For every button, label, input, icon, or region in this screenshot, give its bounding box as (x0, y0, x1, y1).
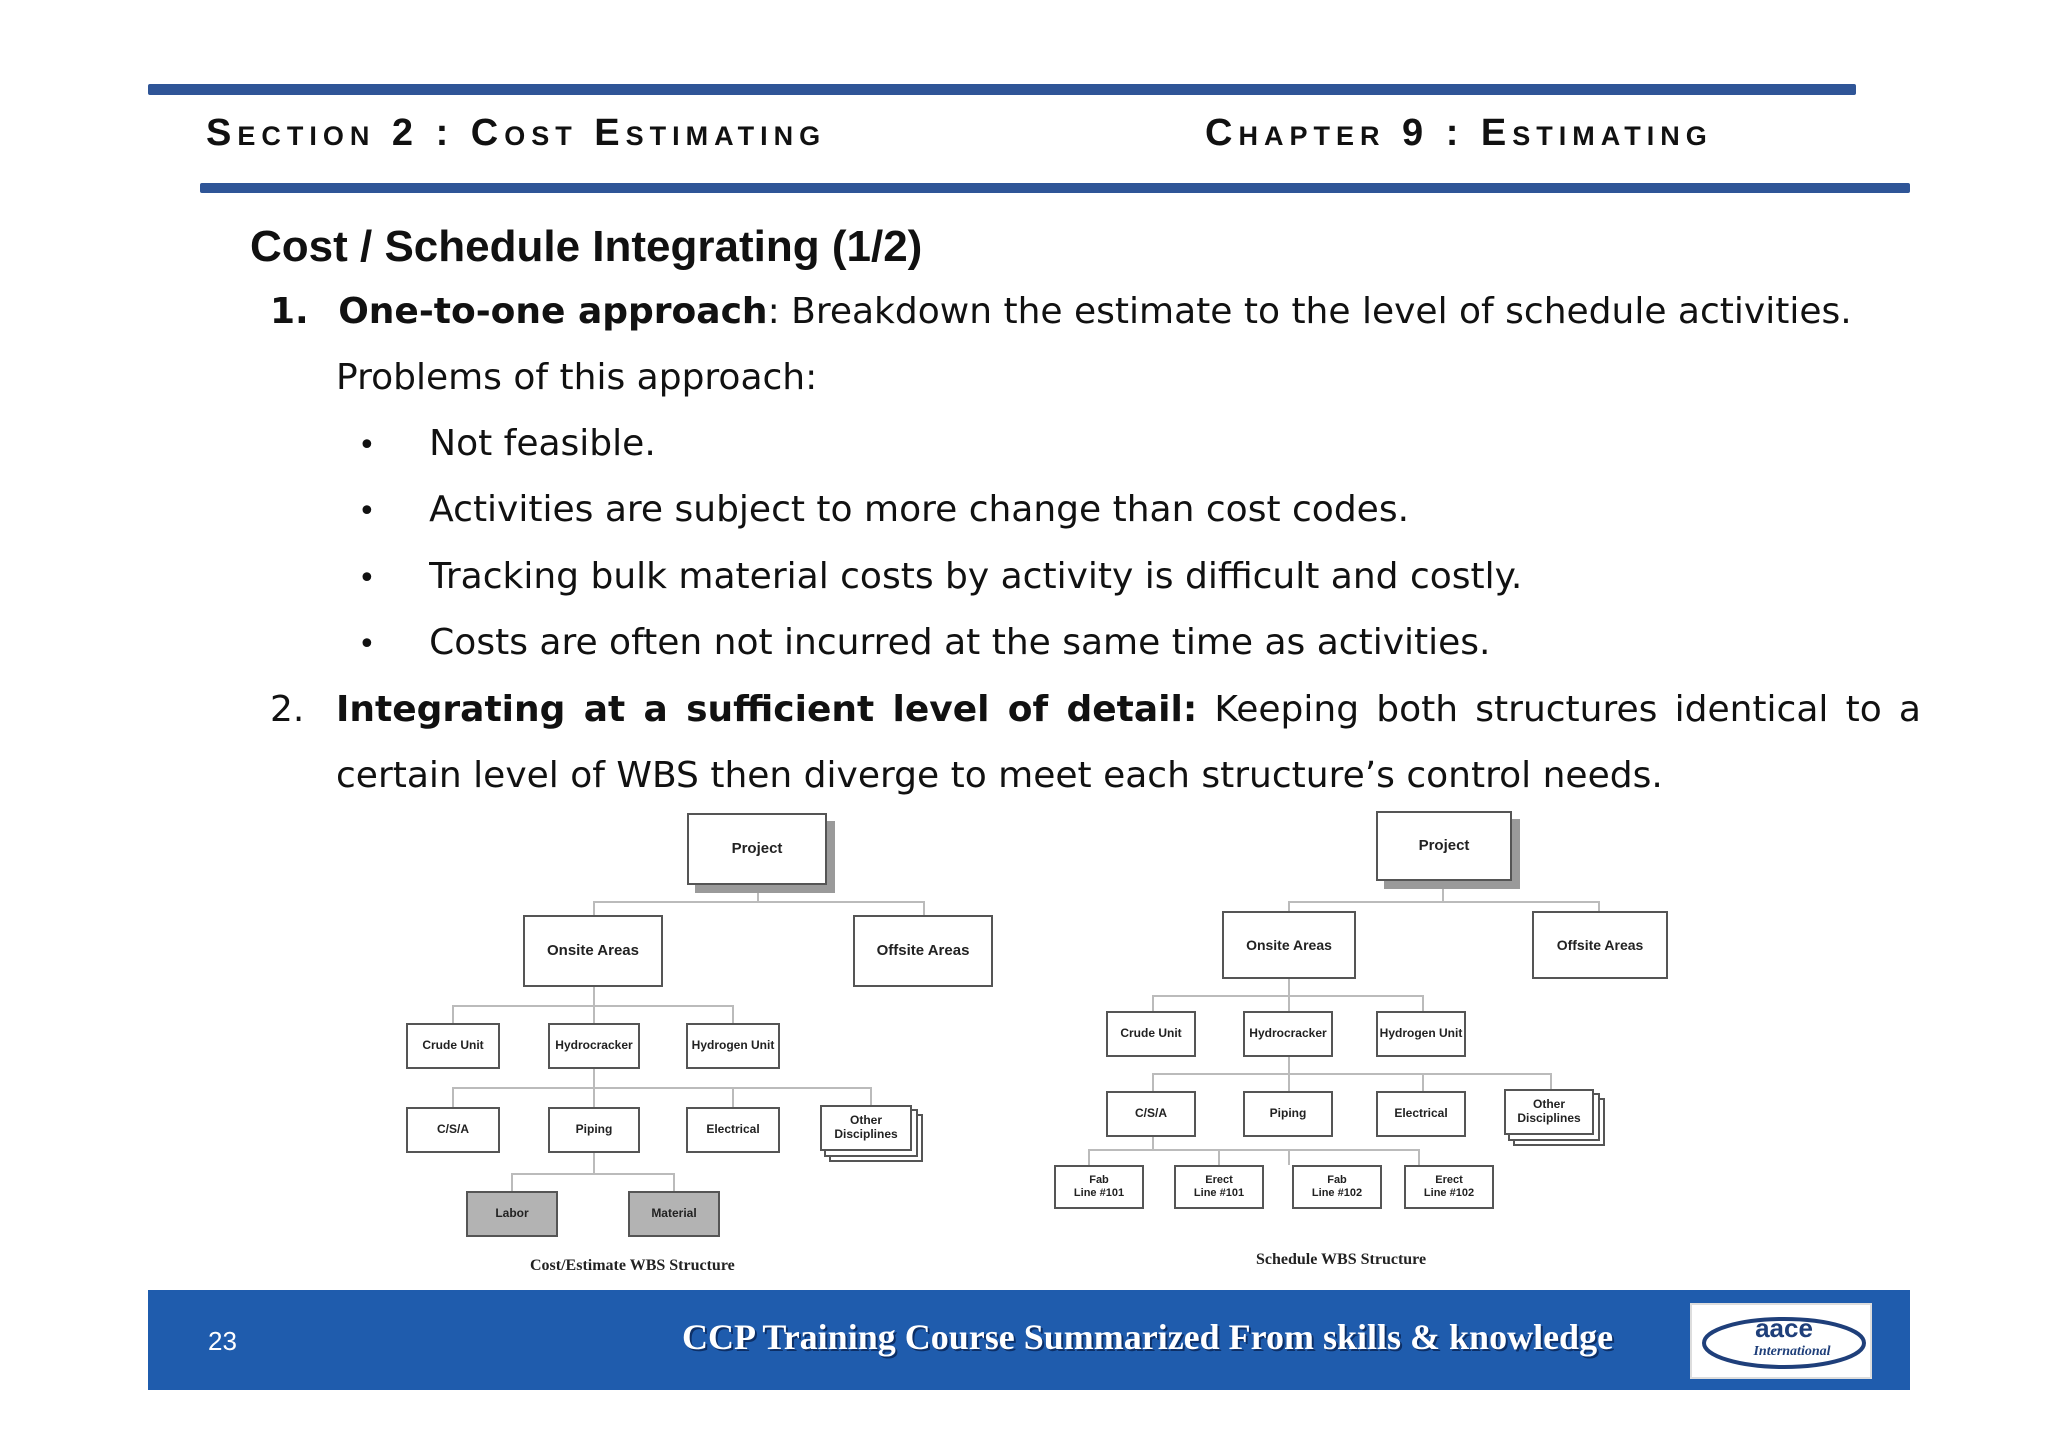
connector (732, 1087, 734, 1107)
cost-onsite-node: Onsite Areas (523, 915, 663, 987)
connector (1152, 995, 1154, 1011)
connector (593, 1069, 595, 1087)
bullet-4 (358, 623, 1491, 665)
schedule-onsite-node: Onsite Areas (1222, 911, 1356, 979)
cost-unit-node: Hydrocracker (548, 1023, 640, 1069)
connector (593, 987, 595, 1005)
item-2-text: Keeping both structures identical to a (1197, 689, 1921, 730)
schedule-discipline-node: Piping (1243, 1091, 1333, 1137)
connector (923, 901, 925, 915)
connector (1152, 1073, 1552, 1075)
schedule-other-disciplines-node: Other Disciplines (1504, 1089, 1594, 1135)
bullet-dot: • (358, 428, 376, 463)
connector (1288, 979, 1290, 995)
schedule-discipline-node: Electrical (1376, 1091, 1466, 1137)
aace-logo-mark (1692, 1305, 1870, 1377)
bullet-2-text: Activities are subject to more change than cost codes. (429, 489, 1410, 530)
connector (593, 901, 923, 903)
cost-material-node: Material (628, 1191, 720, 1237)
schedule-wbs-caption: Schedule WBS Structure (1256, 1251, 1427, 1268)
connector (673, 1173, 675, 1191)
line-label: Erect (1205, 1174, 1233, 1187)
item-2-continuation: certain level of WBS then diverge to meet each structure’s control needs. (336, 755, 1663, 796)
connector (452, 1087, 454, 1107)
connector (452, 1087, 872, 1089)
schedule-wbs-diagram (1060, 805, 1700, 1285)
line-label: Line #102 (1423, 1187, 1475, 1199)
bullet-1 (358, 424, 656, 466)
page-number: 23 (208, 1326, 237, 1356)
item-1 (270, 292, 1852, 332)
schedule-project-node: Project (1376, 811, 1512, 881)
item-1-number: 1. (270, 291, 309, 332)
cost-project-node: Project (687, 813, 827, 885)
cost-unit-node: Hydrogen Unit (686, 1023, 780, 1069)
line-label: Fab (1327, 1174, 1347, 1187)
cost-discipline-node: Electrical (686, 1107, 780, 1153)
connector (1288, 1149, 1290, 1165)
section-title: Section 2 : Cost Estimating (206, 112, 827, 154)
connector (1422, 1073, 1424, 1091)
connector (1598, 901, 1600, 911)
bullet-3-text: Tracking bulk material costs by activity is difficult and costly. (429, 556, 1523, 597)
cost-discipline-node: C/S/A (406, 1107, 500, 1153)
connector (1550, 1073, 1552, 1089)
connector (1218, 1149, 1220, 1165)
connector (1152, 1073, 1154, 1091)
bullet-dot: • (358, 494, 376, 529)
cost-wbs-caption: Cost/Estimate WBS Structure (530, 1257, 735, 1274)
logo-subtext: International (1753, 1344, 1831, 1359)
connector (1422, 995, 1424, 1011)
item-2 (336, 690, 1921, 730)
connector (1288, 1057, 1290, 1073)
schedule-unit-node: Crude Unit (1106, 1011, 1196, 1057)
schedule-discipline-node: C/S/A (1106, 1091, 1196, 1137)
schedule-unit-node: Hydrocracker (1243, 1011, 1333, 1057)
connector (1088, 1149, 1420, 1151)
item-1-continuation: Problems of this approach: (336, 357, 818, 398)
line-label: Erect (1435, 1174, 1463, 1187)
cost-unit-node: Crude Unit (406, 1023, 500, 1069)
cost-other-disciplines-node: Other Disciplines (820, 1105, 912, 1151)
connector (870, 1087, 872, 1105)
bullet-4-text: Costs are often not incurred at the same time as activities. (429, 622, 1491, 663)
line-label: Line #101 (1193, 1187, 1245, 1199)
line-label: Line #102 (1311, 1187, 1363, 1199)
item-2-heading: Integrating at a sufficient level of detail: (336, 689, 1198, 730)
connector (1288, 995, 1290, 1011)
bullet-dot: • (358, 561, 376, 596)
header-top-rule (148, 84, 1856, 95)
cost-discipline-node: Piping (548, 1107, 640, 1153)
connector (1288, 901, 1290, 911)
schedule-line-node (1292, 1165, 1382, 1209)
bullet-3 (358, 557, 1522, 599)
item-1-heading: One-to-one approach (338, 291, 768, 332)
connector (1288, 1073, 1290, 1091)
connector (593, 901, 595, 915)
aace-logo (1690, 1303, 1872, 1379)
line-label: Line #101 (1073, 1187, 1125, 1199)
connector (1088, 1149, 1090, 1165)
bullet-1-text: Not feasible. (429, 423, 656, 464)
item-2-number: 2. (270, 689, 305, 730)
schedule-unit-node: Hydrogen Unit (1376, 1011, 1466, 1057)
connector (1442, 881, 1444, 901)
connector (1152, 1137, 1154, 1149)
item-1-text: : Breakdown the estimate to the level of schedule activities. (767, 291, 1852, 332)
schedule-line-node (1404, 1165, 1494, 1209)
bullet-2 (358, 490, 1409, 532)
header-bottom-rule (200, 183, 1910, 193)
slide-title: Cost / Schedule Integrating (1/2) (250, 222, 923, 271)
cost-labor-node: Labor (466, 1191, 558, 1237)
connector (757, 885, 759, 901)
connector (511, 1173, 513, 1191)
connector (593, 1005, 595, 1023)
connector (511, 1173, 673, 1175)
cost-wbs-diagram (400, 805, 1040, 1285)
schedule-line-node (1054, 1165, 1144, 1209)
cost-offsite-node: Offsite Areas (853, 915, 993, 987)
chapter-title: Chapter 9 : Estimating (1205, 112, 1713, 154)
connector (1288, 901, 1600, 903)
bullet-dot: • (358, 627, 376, 662)
connector (593, 1153, 595, 1173)
connector (452, 1005, 454, 1023)
connector (732, 1005, 734, 1023)
logo-text: aace (1755, 1313, 1813, 1343)
schedule-offsite-node: Offsite Areas (1532, 911, 1668, 979)
line-label: Fab (1089, 1174, 1109, 1187)
connector (1418, 1149, 1420, 1165)
footer-text: CCP Training Course Summarized From skills & knowledge (682, 1317, 1614, 1357)
schedule-line-node (1174, 1165, 1264, 1209)
connector (593, 1087, 595, 1107)
